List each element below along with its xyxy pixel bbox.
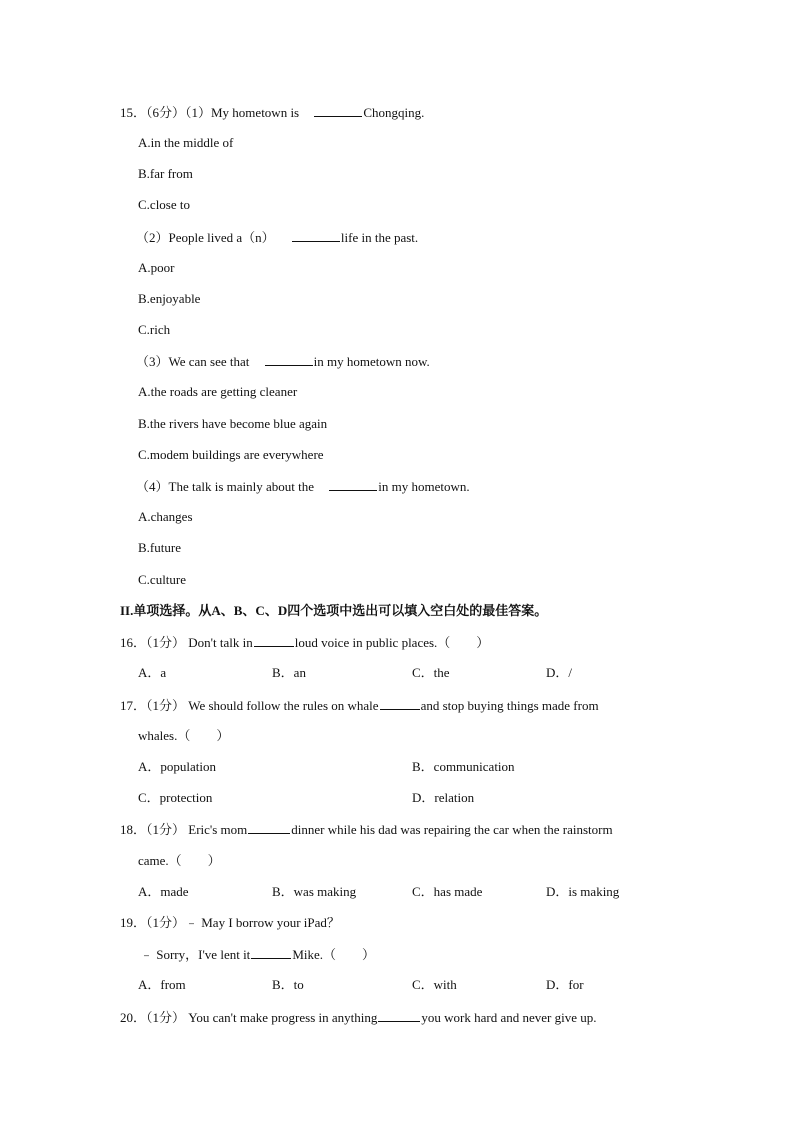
q15-2-stem	[136, 229, 418, 246]
q20-prefix: 20．（1分） You can't make progress in anything	[120, 1010, 378, 1025]
q17-option-a: A．population	[138, 759, 216, 774]
section-heading: II.单项选择。从A、B、C、D四个选项中选出可以填入空白处的最佳答案。	[120, 603, 548, 618]
q17-option-c: C．protection	[138, 790, 213, 805]
q15-3-option-c: C.modem buildings are everywhere	[138, 447, 324, 462]
q15-3-stem	[136, 353, 430, 370]
q15-2-option-a: A.poor	[138, 260, 175, 275]
q15-2-suffix: life in the past.	[340, 230, 419, 245]
q20-stem	[120, 1009, 596, 1026]
q17-option-d: D．relation	[412, 790, 475, 805]
q15-3-suffix: in my hometown now.	[313, 354, 430, 369]
q15-stem-suffix: Chongqing.	[363, 105, 425, 120]
q18-suffix: dinner while his dad was repairing the car when the rainstorm	[291, 822, 613, 837]
q15-3-option-b: B.the rivers have become blue again	[138, 416, 328, 431]
answer-blank	[265, 353, 313, 366]
q19-option-a: A．from	[138, 977, 186, 992]
q15-4-prefix: （4）The talk is mainly about the	[136, 479, 314, 494]
q17-stem-line1	[120, 697, 675, 714]
answer-blank	[378, 1009, 420, 1022]
q15-3-option-a: A.the roads are getting cleaner	[138, 384, 298, 399]
q16-prefix: 16．（1分） Don't talk in	[120, 635, 253, 650]
q15-4-option-a: A.changes	[138, 509, 193, 524]
q15-4-option-c: C.culture	[138, 572, 187, 587]
q19-stem-line1: 19．（1分）﹣ May I borrow your iPad？	[120, 915, 340, 930]
q18-prefix: 18．（1分） Eric's mom	[120, 822, 248, 837]
q17-stem-group	[120, 697, 599, 714]
q18-option-d: D．is making	[546, 884, 620, 899]
answer-blank	[254, 634, 294, 647]
q20-suffix: you work hard and never give up.	[421, 1010, 597, 1025]
answer-blank	[248, 821, 290, 834]
answer-blank	[292, 229, 340, 242]
q15-stem-prefix: 15．（6分）（1）My hometown is	[120, 105, 300, 120]
q16-stem	[120, 634, 489, 651]
q19-line2-prefix: ﹣ Sorry，I've lent it	[140, 947, 251, 962]
q16-option-c: C．the	[412, 665, 450, 680]
q16-option-d: D．/	[546, 665, 573, 680]
q16-option-a: A．a	[138, 665, 167, 680]
q18-option-a: A．made	[138, 884, 189, 899]
q18-option-c: C．has made	[412, 884, 483, 899]
q18-stem-line1	[120, 821, 613, 838]
q15-2-option-b: B.enjoyable	[138, 291, 201, 306]
answer-blank	[329, 478, 377, 491]
q19-option-c: C．with	[412, 977, 457, 992]
answer-blank	[314, 104, 362, 117]
q17-option-b: B．communication	[412, 759, 515, 774]
q15-4-option-b: B.future	[138, 540, 181, 555]
q18-option-b: B．was making	[272, 884, 357, 899]
q17-stem-line2: whales.（ ）	[138, 728, 230, 743]
q19-stem-line2	[140, 946, 375, 963]
q17-suffix: and stop buying things made from	[420, 698, 599, 713]
q19-line2-suffix: Mike.（ ）	[292, 947, 376, 962]
q17-prefix: 17．（1分） We should follow the rules on whale	[120, 698, 379, 713]
q15-1-option-c: C.close to	[138, 197, 190, 212]
q15-2-prefix: （2）People lived a（n）	[136, 230, 275, 245]
q19-option-d: D．for	[546, 977, 584, 992]
q16-suffix: loud voice in public places.（ ）	[294, 635, 490, 650]
q15-1-option-b: B.far from	[138, 166, 193, 181]
answer-blank	[251, 946, 291, 959]
q15-4-suffix: in my hometown.	[378, 479, 470, 494]
q15-3-prefix: （3）We can see that	[136, 354, 250, 369]
q16-option-b: B．an	[272, 665, 306, 680]
answer-blank	[380, 697, 420, 710]
q15-2-option-c: C.rich	[138, 322, 171, 337]
q15-4-stem	[136, 478, 470, 495]
q15-1-option-a: A.in the middle of	[138, 135, 234, 150]
q15-stem	[120, 104, 424, 121]
q18-stem-line2: came.（ ）	[138, 853, 221, 868]
q19-option-b: B．to	[272, 977, 304, 992]
